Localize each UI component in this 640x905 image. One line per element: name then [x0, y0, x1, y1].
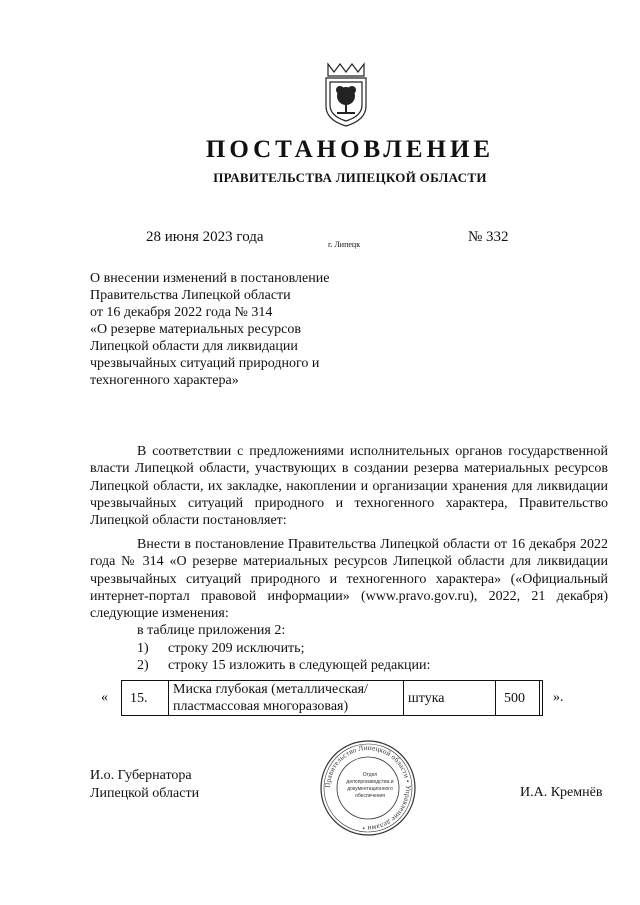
heading-line: Липецкой области для ликвидации: [90, 339, 298, 354]
heading-line: чрезвычайных ситуаций природного и: [90, 356, 320, 371]
svg-text:делопроизводства и: делопроизводства и: [346, 779, 394, 785]
amended-row-table: [121, 680, 543, 716]
svg-text:документационного: документационного: [347, 786, 393, 792]
quote-open: «: [101, 690, 108, 705]
official-seal-icon: [318, 738, 418, 838]
list-item-number: 2): [137, 658, 149, 673]
position-line: И.о. Губернатора: [90, 768, 192, 783]
signatory-position: [90, 767, 199, 803]
row-unit-cell: штука: [404, 681, 496, 716]
document-heading: [90, 270, 360, 389]
heading-line: техногенного характера»: [90, 373, 239, 388]
signatory-name: И.А. Кремнёв: [520, 785, 603, 800]
quote-close: ».: [553, 690, 564, 705]
row-name-cell: Миска глубокая (металлическая/ пластмассовая многоразовая): [169, 681, 404, 716]
document-place: г. Липецк: [328, 240, 361, 249]
document-number: № 332: [468, 229, 509, 245]
row-empty-cell: [540, 681, 543, 716]
svg-text:Правительство Липецкой области: Правительство Липецкой области • Управление делами •: [323, 743, 413, 833]
list-item-number: 1): [137, 641, 149, 656]
list-item-text: строку 15 изложить в следующей редакции:: [168, 658, 431, 673]
position-line: Липецкой области: [90, 786, 200, 801]
coat-of-arms-icon: [320, 60, 372, 128]
list-item: [137, 658, 430, 674]
svg-text:Отдел: Отдел: [362, 772, 378, 778]
document-title: ПОСТАНОВЛЕНИЕ: [205, 136, 495, 163]
preamble-paragraph: В соответствии с предложениями исполнительных органов государственной власти Липецкой области, участвующих в создании резерва материальных ресурсов Липецкой области, их закладке, накоплении и организации хранения для ликвидации чрезвычайных ситуаций природного и техногенного характера, Правительство Липецкой области постановляет:: [90, 444, 608, 529]
resolution-paragraph: Внести в постановление Правительства Липецкой области от 16 декабря 2022 года № 314 «О резерве материальных ресурсов Липецкой области для ликвидации чрезвычайных ситуаций природного и техногенного характера» («Официальный интернет-портал правовой информации» (www.pravo.gov.ru), 2022, 21 декабря) следующие изменения:: [90, 537, 608, 622]
svg-text:обеспечения: обеспечения: [355, 793, 385, 799]
document-date: 28 июня 2023 года: [146, 229, 264, 245]
heading-line: от 16 декабря 2022 года № 314: [90, 305, 273, 320]
heading-line: О внесении изменений в постановление: [90, 271, 330, 286]
document-subtitle: ПРАВИТЕЛЬСТВА ЛИПЕЦКОЙ ОБЛАСТИ: [213, 170, 487, 185]
heading-line: Правительства Липецкой области: [90, 288, 291, 303]
table-row: [122, 681, 543, 716]
row-quantity-cell: 500: [496, 681, 540, 716]
list-item: [137, 641, 304, 657]
heading-line: «О резерве материальных ресурсов: [90, 322, 301, 337]
row-number-cell: 15.: [122, 681, 169, 716]
table-intro: в таблице приложения 2:: [137, 623, 286, 638]
list-item-text: строку 209 исключить;: [168, 641, 305, 656]
